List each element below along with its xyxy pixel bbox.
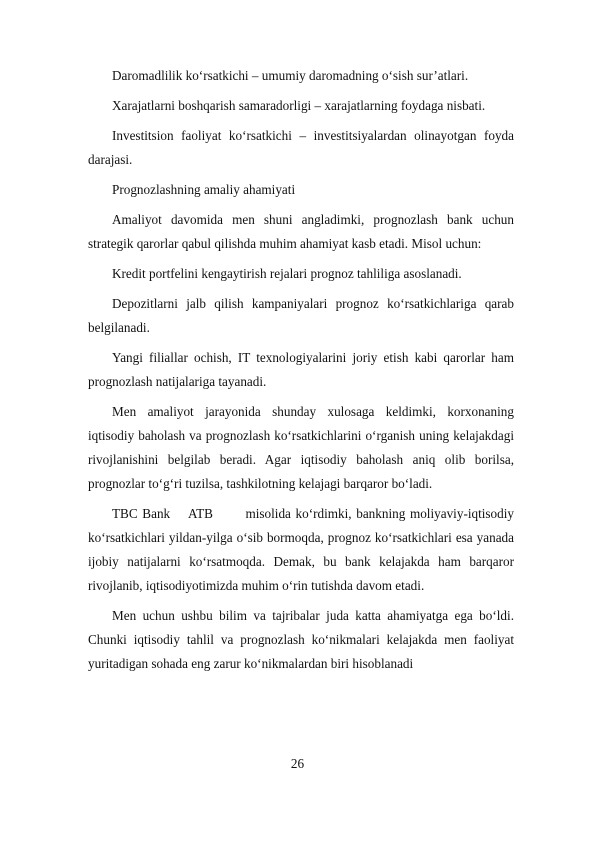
body-text	[88, 64, 518, 682]
paragraph-final: Men uchun ushbu bilim va tajribalar juda katta ahamiyatga ega bo‘ldi. Chunki iqtisodiy tahlil va prognozlash ko‘nikmalari kelajakda men faoliyat yuritadigan sohada eng zarur ko‘nikmalardan biri hisoblanadi	[88, 608, 514, 671]
paragraph-conclusion: Men amaliyot jarayonida shunday xulosaga keldimki, korxonaning iqtisodiy baholash va prognozlash ko‘rsatkichlarini o‘rganish uning kelajakdagi rivojlanishini belgilab beradi. Agar iqtisodiy baholash aniq olib borilsa, prognozlar to‘g‘ri tuzilsa, tashkilotning kelajagi barqaror bo‘ladi.	[88, 404, 514, 491]
page-number: 26	[290, 756, 305, 771]
paragraph-investment: Investitsion faoliyat ko‘rsatkichi – investitsiyalardan olinayotgan foyda darajasi.	[88, 128, 514, 167]
paragraph-deposits: Depozitlarni jalb qilish kampaniyalari prognoz ko‘rsatkichlariga qarab belgilanadi.	[88, 296, 514, 335]
paragraph-credit: Kredit portfelini kengaytirish rejalari prognoz tahliliga asoslanadi.	[112, 266, 462, 281]
paragraph-branches: Yangi filiallar ochish, IT texnologiyalarini joriy etish kabi qarorlar ham prognozlash natijalariga tayanadi.	[88, 350, 514, 389]
paragraph-practice: Amaliyot davomida men shuni angladimki, prognozlash bank uchun strategik qarorlar qabul qilishda muhim ahamiyat kasb etadi. Misol uchun:	[88, 212, 514, 251]
section-heading: Prognozlashning amaliy ahamiyati	[112, 182, 296, 197]
paragraph-expense-efficiency: Xarajatlarni boshqarish samaradorligi – xarajatlarning foydaga nisbati.	[112, 98, 486, 113]
paragraph-profitability: Daromadlilik ko‘rsatkichi – umumiy daromadning o‘sish sur’atlari.	[112, 68, 469, 83]
paragraph-bank-example: TBC Bank ATB misolida ko‘rdimki, bankning moliyaviy-iqtisodiy ko‘rsatkichlari yildan-yilga o‘sib bormoqda, prognoz ko‘rsatkichlari esa yanada ijobiy natijalarni ko‘rsatmoqda. Demak, bu bank kelajakda ham barqaror rivojlanib, iqtisodiyotimizda muhim o‘rin tutishda davom etadi.	[88, 506, 518, 593]
